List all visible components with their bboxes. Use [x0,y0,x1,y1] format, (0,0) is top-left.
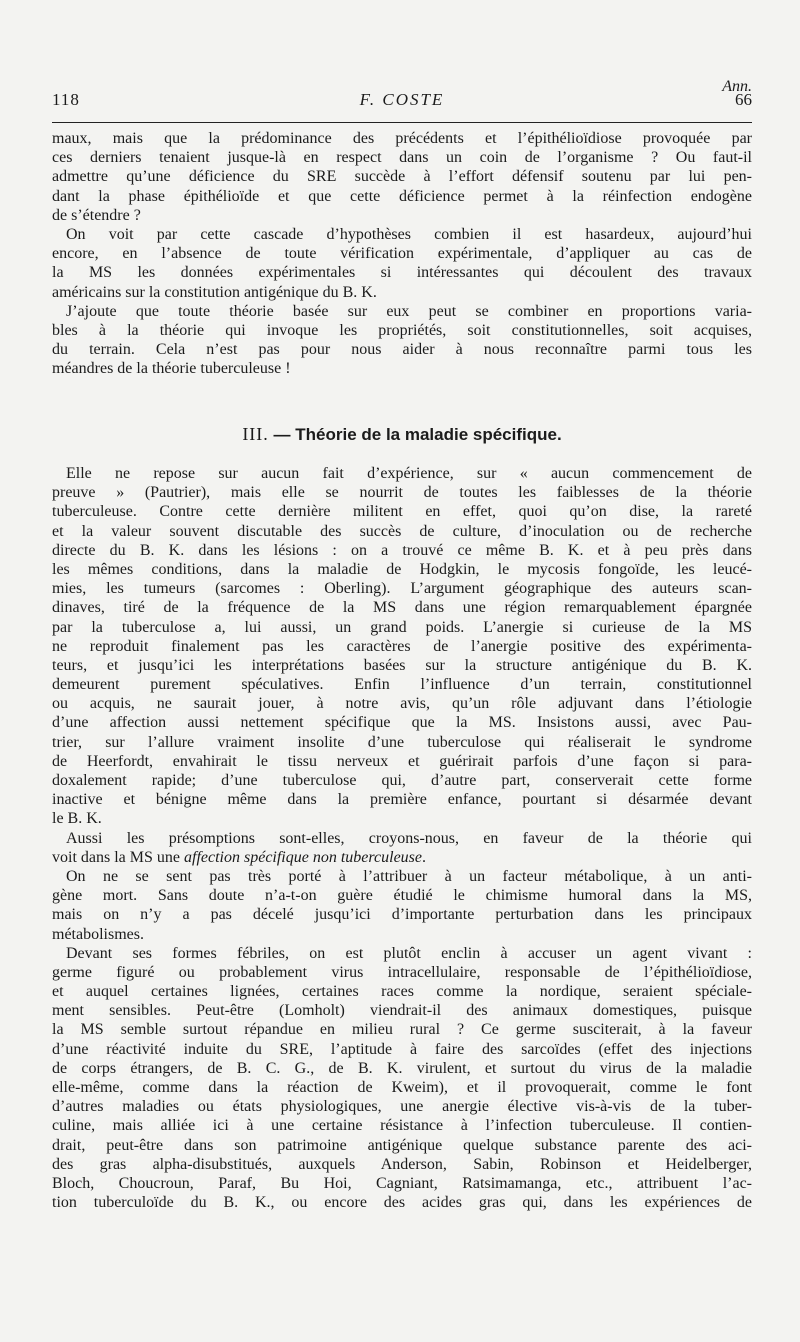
text-line [52,809,752,828]
text-line [52,167,752,186]
text-line [52,848,752,867]
line-text: Aussi les présomptions sont-elles, croyons-nous, en faveur de la théorie qui [66,829,752,847]
line-text: mais on n’y a pas décelé jusqu’ici d’importante perturbation dans les principaux [52,906,752,924]
text-line [52,1136,752,1155]
line-text: des gras alpha-disubstitués, auxquels Anderson, Sabin, Robinson et Heidelberger, [52,1155,752,1173]
line-text: et la valeur souvent discutable des succès de culture, d’inoculation ou de recherche [52,522,752,540]
line-text: elle-même, comme dans la réaction de Kweim), et il provoquerait, comme le font [52,1079,752,1096]
text-line [52,598,752,617]
text-line [52,522,752,541]
line-text: directe du B. K. dans les lésions : on a trouvé ce même B. K. et à peu près dans [52,541,752,559]
line-text-end: . [422,848,427,866]
journal-abbrev: Ann. [722,78,752,95]
text-line [52,1097,752,1116]
text-line [52,1174,752,1193]
running-author: F. COSTE [359,90,445,109]
line-text: ces derniers tenaient jusque-là en respect dans un coin de l’organisme ? Ou faut-il [52,149,752,167]
text-line [52,1040,752,1059]
line-text: d’une affection aussi nettement spécifique que la MS. Insistons aussi, avec Pau- [52,714,752,732]
line-text: dant la phase épithélioïde et que cette déficience permet à la réinfection endogène [52,187,752,205]
text-line [52,302,752,321]
section-heading [52,424,752,445]
text-line [52,675,752,694]
text-line [52,359,752,378]
text-line [52,1155,752,1174]
line-text: le B. K. [52,810,102,828]
text-line [52,225,752,244]
line-text: de corps étrangers, de B. C. G., de B. K. virulent, et surtout du virus de la maladie [52,1059,752,1077]
text-line [52,733,752,752]
text-line [52,502,752,521]
line-text: encore, en l’absence de toute vérification expérimentale, d’appliquer au cas de [52,245,752,263]
text-line [52,321,752,340]
line-text: On voit par cette cascade d’hypothèses combien il est hasardeux, aujourd’hui [66,225,752,243]
text-line [52,829,752,848]
volume-number: 66 [735,90,752,109]
line-text: Devant ses formes fébriles, on est plutôt enclin à accuser un agent vivant : [66,944,752,962]
line-text: d’autres maladies ou états physiologiques, une anergie élective vis-à-vis de la tuber- [52,1098,752,1116]
line-text: voit dans la MS une [52,848,184,866]
header-rule [52,122,752,123]
section-title-text: Théorie de la maladie spécifique. [295,425,562,444]
intro-paragraphs [52,129,752,378]
line-text: ne reproduit finalement pas les caractères de l’anergie positive des expérimenta- [52,637,752,655]
text-line [52,244,752,263]
line-text: On ne se sent pas très porté à l’attribuer à un facteur métabolique, à un anti- [66,867,752,885]
line-text: américains sur la constitution antigénique du B. K. [52,283,377,301]
line-text: de Heerfordt, envahirait le tissu nerveux et guérirait parfois d’une façon si para- [52,752,752,770]
line-text: les mêmes conditions, dans la maladie de Hodgkin, le mycosis fongoïde, les leucé- [52,560,752,578]
line-text: trier, sur l’allure vraiment insolite d’une tuberculose qui réaliserait le syndrome [52,733,752,751]
text-line [52,618,752,637]
line-text: la MS les données expérimentales si intéressantes qui découlent des travaux [52,264,752,282]
text-line [52,925,752,944]
text-line [52,340,752,359]
line-text: du terrain. Cela n’est pas pour nous aider à nous reconnaître parmi tous les [52,341,752,359]
text-line [52,483,752,502]
text-line [52,694,752,713]
text-line [52,283,752,302]
line-text: teurs, et jusqu’ici les interprétations basées sur la structure antigénique du B. K. [52,656,752,674]
text-line [52,1059,752,1078]
text-line [52,206,752,225]
text-line [52,944,752,963]
text-line [52,187,752,206]
line-text: métabolismes. [52,925,144,943]
line-text: demeurent purement spéculatives. Enfin l’influence d’un terrain, constitutionnel [52,676,752,694]
line-text: méandres de la théorie tuberculeuse ! [52,360,291,378]
line-text: de s’étendre ? [52,206,141,224]
line-text: dinaves, tiré de la fréquence de la MS dans une région remarquablement épargnée [52,599,752,617]
line-text: Bloch, Choucroun, Paraf, Bu Hoi, Cagniant, Ratsimamanga, etc., attribuent l’ac- [52,1174,752,1192]
line-text: drait, peut-être dans son patrimoine antigénique quelque substance parente des aci- [52,1136,752,1154]
section-number: III. [242,424,269,444]
line-text: J’ajoute que toute théorie basée sur eux peut se combiner en proportions varia- [66,302,752,320]
text-line [52,1078,752,1097]
text-line [52,886,752,905]
line-text: ment sensibles. Peut-être (Lomholt) viendrait-il des animaux domestiques, puisque [52,1002,752,1020]
text-line [52,982,752,1001]
line-text: tuberculeuse. Contre cette dernière militent en effet, quoi qu’on dise, la rareté [52,503,752,521]
text-line [52,963,752,982]
text-line [52,464,752,483]
line-text: gène mort. Sans doute n’a-t-on guère étudié le chimisme humoral dans la MS, [52,887,752,905]
text-line [52,905,752,924]
line-text: par la tuberculose a, lui aussi, un grand poids. L’anergie si curieuse de la MS [52,618,752,636]
text-line [52,1020,752,1039]
section-paragraphs [52,464,752,1212]
text-line [52,560,752,579]
line-text: Elle ne repose sur aucun fait d’expérience, sur « aucun commencement de [66,465,752,482]
line-text: bles à la théorie qui invoque les propriétés, soit constitutionnelles, soit acquises, [52,321,752,339]
text-line [52,1193,752,1212]
emphasis-text: affection spécifique non tuberculeuse [184,848,423,866]
line-text: germe figuré ou probablement virus intracellulaire, responsable de l’épithélioïdiose, [52,963,752,981]
text-line [52,148,752,167]
line-text: et auquel certaines lignées, certaines races comme la nordique, seraient spéciale- [52,983,752,1001]
line-text: tion tuberculoïde du B. K., ou encore des acides gras qui, dans les expériences de [52,1194,752,1212]
text-line [52,867,752,886]
text-line [52,637,752,656]
line-text: inactive et bénigne même dans la première enfance, pourtant si désarmée devant [52,791,752,809]
page-number: 118 [52,90,80,109]
line-text: d’une réactivité induite du SRE, l’aptitude à faire des sarcoïdes (effet des injections [52,1040,752,1058]
line-text: ou acquis, ne saurait jouer, à notre avis, qu’un rôle adjuvant dans l’étiologie [52,695,752,713]
line-text: mies, les tumeurs (sarcomes : Oberling). L’argument géographique des auteurs scan- [52,580,752,598]
line-text: maux, mais que la prédominance des précédents et l’épithélioïdiose provoquée par [52,130,752,147]
text-line [52,713,752,732]
text-line [52,541,752,560]
text-line [52,129,752,148]
running-header [52,78,752,118]
text-line [52,790,752,809]
text-line [52,656,752,675]
line-text: la MS semble surtout répandue en milieu rural ? Ce germe susciterait, à la faveur [52,1021,752,1039]
line-text: culine, mais alliée ici à une certaine résistance à l’infection tuberculeuse. Il contien- [52,1117,752,1135]
text-line [52,579,752,598]
text-line [52,263,752,282]
text-line [52,1001,752,1020]
line-text: preuve » (Pautrier), mais elle se nourrit de toutes les faiblesses de la théorie [52,484,752,502]
line-text: doxalement rapide; d’une tuberculose qui, d’autre part, conserverait cette forme [52,772,752,789]
text-line [52,752,752,771]
text-line [52,1116,752,1135]
text-line [52,771,752,790]
line-text: admettre qu’une déficience du SRE succède à l’effort défensif soutenu par lui pen- [52,168,752,186]
section-dash: — [273,425,291,444]
